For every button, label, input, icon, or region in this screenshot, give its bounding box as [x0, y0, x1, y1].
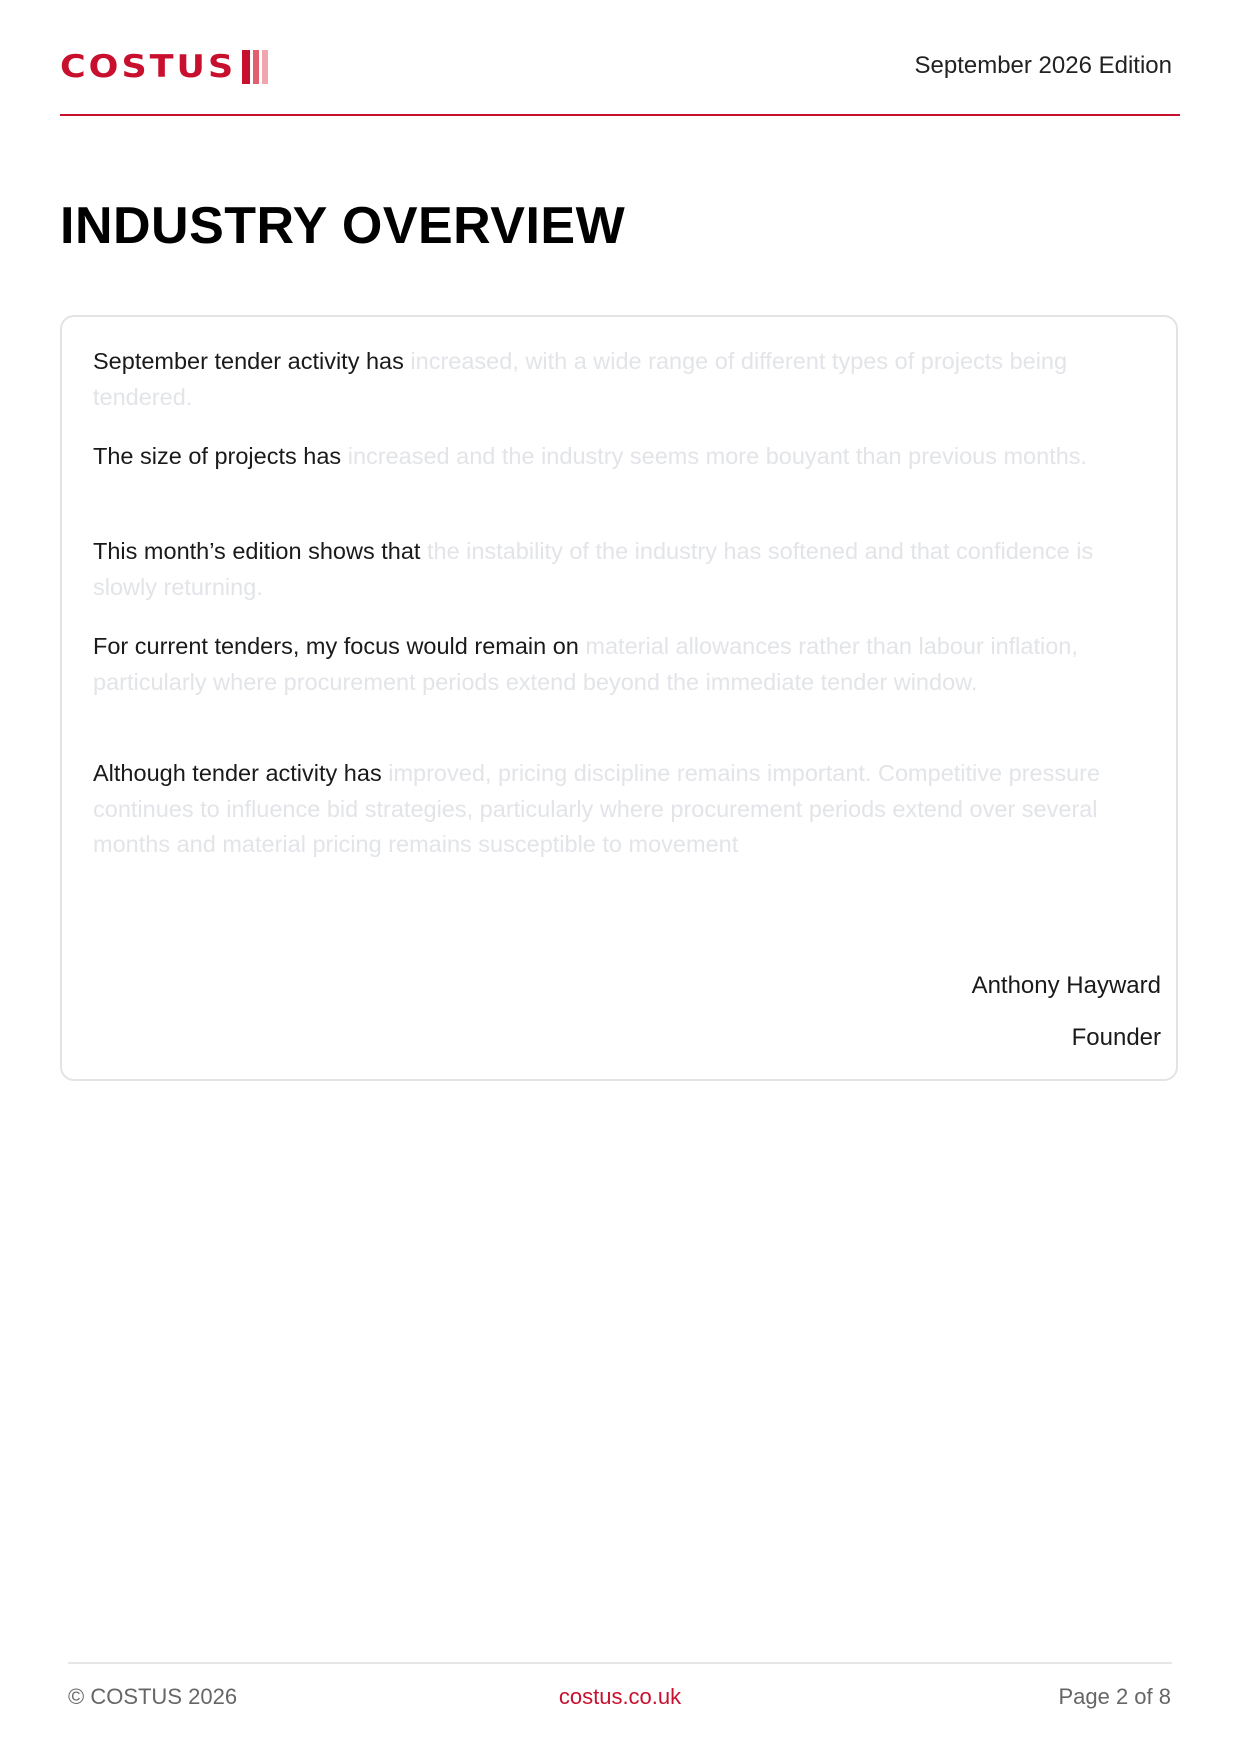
edition-label: September 2026 Edition	[914, 52, 1172, 79]
overview-paragraph-5	[93, 756, 1133, 863]
logo-bar-1	[242, 50, 250, 84]
paragraph-lead-text: Although tender activity has	[93, 760, 382, 786]
footer-website-link[interactable]: costus.co.uk	[558, 1684, 682, 1709]
paragraph-lead-text: This month’s edition shows that	[93, 538, 421, 564]
overview-paragraph-1	[93, 344, 1133, 415]
paragraph-lead-text: The size of projects has	[93, 443, 342, 469]
logo-wordmark: COSTUS	[60, 49, 237, 85]
footer-copyright: © COSTUS 2026	[68, 1684, 238, 1709]
paragraph-faded-text: material allowances rather than labour inflation, particularly where procurement periods extend beyond the immediate tender window.	[93, 633, 1078, 695]
footer-page-indicator: Page 2 of 8	[1058, 1684, 1171, 1709]
signature-name: Anthony Hayward	[971, 972, 1161, 999]
overview-paragraph-3	[93, 534, 1133, 605]
signature-role: Founder	[1071, 1024, 1161, 1051]
overview-card	[60, 315, 1178, 1081]
page-header	[60, 40, 1180, 116]
paragraph-faded-text: the instability of the industry has softened and that confidence is slowly returning.	[93, 538, 1094, 600]
page-title: INDUSTRY OVERVIEW	[60, 197, 626, 255]
paragraph-faded-text: increased, with a wide range of different types of projects being tendered.	[93, 348, 1068, 410]
footer-divider	[68, 1662, 1172, 1664]
overview-paragraph-2	[93, 439, 1133, 475]
paragraph-lead-text: For current tenders, my focus would remain on	[93, 633, 579, 659]
logo-bar-3	[262, 50, 268, 84]
costus-logo	[60, 49, 271, 85]
logo-bars-icon	[242, 50, 271, 84]
paragraph-lead-text: September tender activity has	[93, 348, 404, 374]
overview-paragraph-4	[93, 629, 1133, 700]
paragraph-faded-text: increased and the industry seems more bouyant than previous months.	[347, 443, 1088, 469]
logo-bar-2	[253, 50, 259, 84]
paragraph-faded-text: improved, pricing discipline remains important. Competitive pressure continues to influence bid strategies, particularly where procurement periods extend over several months and material pricing remains susceptible to movement	[93, 760, 1101, 857]
